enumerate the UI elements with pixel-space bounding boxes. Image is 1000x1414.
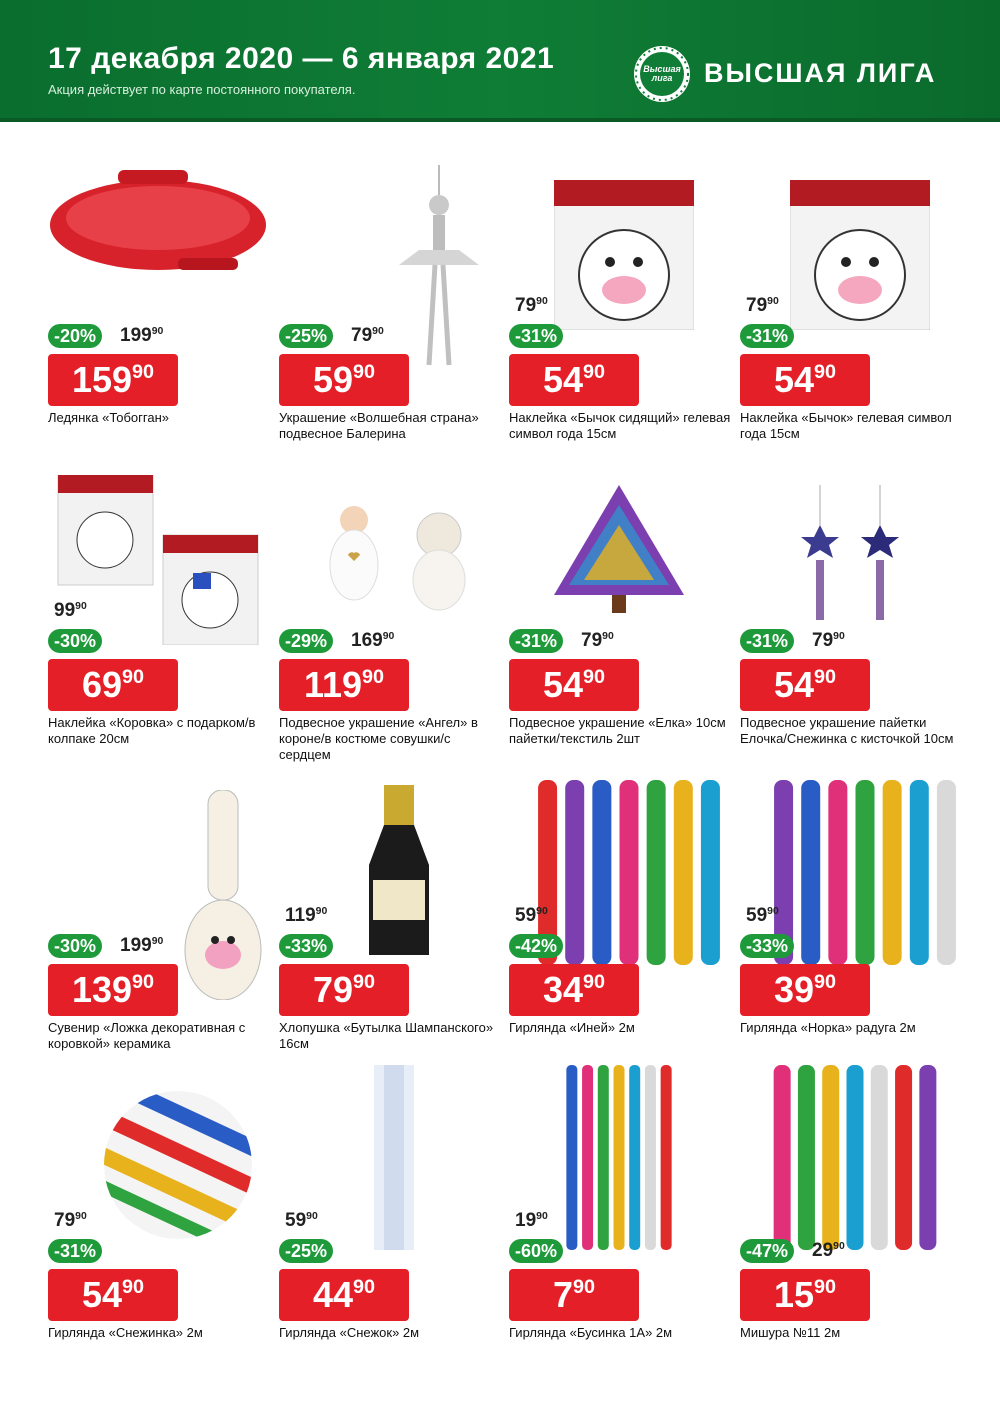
- old-price-dec: 90: [315, 905, 328, 917]
- discount-badge: -25%: [279, 324, 333, 348]
- old-price: [285, 904, 327, 931]
- sale-price: [740, 1269, 870, 1321]
- product-card[interactable]: [740, 1065, 965, 1365]
- sale-price: [740, 354, 870, 406]
- sale-price-dec: 90: [353, 971, 376, 994]
- product-name: Гирлянда «Норка» радуга 2м: [740, 1020, 916, 1035]
- sale-price-dec: 90: [353, 1276, 376, 1299]
- old-price: [54, 599, 87, 626]
- product-card[interactable]: [509, 150, 734, 450]
- sale-price: [740, 659, 870, 711]
- old-price-int: 169: [351, 630, 383, 651]
- old-price-dec: 90: [151, 935, 164, 947]
- discount-badge: -42%: [509, 934, 563, 958]
- old-price-dec: 90: [767, 295, 779, 307]
- red-sled-icon: [48, 140, 268, 295]
- white-tinsel-icon: [359, 1065, 429, 1255]
- sale-price-int: 54: [773, 359, 815, 400]
- product-card[interactable]: [48, 150, 273, 450]
- product-name: Наклейка «Бычок сидящий» гелевая символ года 15см: [509, 410, 731, 441]
- product-card[interactable]: [509, 760, 734, 1060]
- discount-badge: -31%: [509, 629, 563, 653]
- old-price-int: 79: [54, 1210, 76, 1231]
- product-card[interactable]: [279, 1065, 504, 1365]
- sale-price-int: 44: [312, 1274, 354, 1315]
- product-name: Наклейка «Бычок» гелевая символ года 15см: [740, 410, 952, 441]
- discount-badge: -30%: [48, 629, 102, 653]
- sale-price: [279, 964, 409, 1016]
- ballerina-ornament-icon: [379, 165, 499, 380]
- product-name: Подвесное украшение «Елка» 10см пайетки/текстиль 2шт: [509, 715, 726, 746]
- sale-price-int: 139: [71, 969, 133, 1010]
- product-card[interactable]: [48, 1065, 273, 1365]
- product-name: Сувенир «Ложка декоративная с коровкой» керамика: [48, 1020, 246, 1051]
- product-card[interactable]: [509, 455, 734, 755]
- product-card[interactable]: [740, 760, 965, 1060]
- old-price-int: 59: [746, 905, 768, 926]
- sale-price-dec: 90: [132, 971, 155, 994]
- sale-price-dec: 90: [583, 361, 606, 384]
- product-card[interactable]: [279, 455, 504, 762]
- old-price: [812, 1239, 845, 1266]
- sale-price-dec: 90: [814, 1276, 837, 1299]
- sale-price: [48, 964, 178, 1016]
- old-price: [120, 324, 163, 351]
- sale-price: [740, 964, 870, 1016]
- old-price-int: 79: [812, 630, 834, 651]
- sale-price-dec: 90: [362, 666, 385, 689]
- product-name: Мишура №11 2м: [740, 1325, 841, 1340]
- product-name: Гирлянда «Снежинка» 2м: [48, 1325, 203, 1340]
- old-price-dec: 90: [536, 1210, 548, 1222]
- brand-logo: [634, 46, 690, 102]
- sale-price: [509, 1269, 639, 1321]
- product-name: Наклейка «Коровка» с подарком/в колпаке 20см: [48, 715, 256, 746]
- discount-badge: -31%: [740, 629, 794, 653]
- sale-price: [279, 659, 409, 711]
- old-price: [54, 1209, 87, 1236]
- old-price: [351, 324, 384, 351]
- ceramic-spoon-icon: [183, 790, 263, 1005]
- old-price-dec: 90: [602, 630, 614, 642]
- sale-price-int: 79: [312, 969, 354, 1010]
- sale-price-int: 159: [71, 359, 133, 400]
- tinsel-icon: [770, 780, 960, 970]
- old-price: [812, 629, 845, 656]
- discount-badge: -31%: [509, 324, 563, 348]
- product-name: Подвесное украшение пайетки Елочка/Снежинка с кисточкой 10см: [740, 715, 954, 746]
- promo-subtitle: Акция действует по карте постоянного покупателя.: [48, 82, 356, 97]
- discount-badge: -47%: [740, 1239, 794, 1263]
- bead-garland-icon: [564, 1065, 674, 1255]
- champagne-popper-icon: [359, 785, 439, 965]
- product-card[interactable]: [279, 760, 504, 1060]
- sale-price-int: 34: [542, 969, 584, 1010]
- old-price: [120, 934, 163, 961]
- old-price: [515, 1209, 548, 1236]
- old-price-int: 59: [285, 1210, 307, 1231]
- product-card[interactable]: [740, 455, 965, 755]
- product-card[interactable]: [48, 455, 273, 755]
- old-price-dec: 90: [833, 630, 845, 642]
- sale-price-int: 69: [81, 664, 123, 705]
- discount-badge: -60%: [509, 1239, 563, 1263]
- discount-badge: -33%: [740, 934, 794, 958]
- bull-sticker-icon: [790, 180, 930, 335]
- tinsel-round-icon: [103, 1090, 253, 1245]
- sale-price: [48, 354, 178, 406]
- sale-price: [48, 659, 178, 711]
- old-price-dec: 90: [75, 600, 87, 612]
- old-price: [515, 904, 548, 931]
- old-price: [285, 1209, 318, 1236]
- sale-price: [279, 354, 409, 406]
- sale-price-int: 15: [773, 1274, 815, 1315]
- discount-badge: -29%: [279, 629, 333, 653]
- product-name: Хлопушка «Бутылка Шампанского» 16см: [279, 1020, 494, 1051]
- sale-price-dec: 90: [122, 1276, 145, 1299]
- sale-price-dec: 90: [122, 666, 145, 689]
- logo-text: Высшая лига: [640, 52, 684, 96]
- sale-price-int: 54: [542, 359, 584, 400]
- sale-price-dec: 90: [132, 361, 155, 384]
- old-price: [746, 904, 779, 931]
- sequin-star-icon: [795, 485, 905, 630]
- sale-price-dec: 90: [353, 361, 376, 384]
- old-price-int: 59: [515, 905, 537, 926]
- discount-badge: -25%: [279, 1239, 333, 1263]
- product-name: Гирлянда «Снежок» 2м: [279, 1325, 420, 1340]
- sale-price-dec: 90: [814, 361, 837, 384]
- old-price-int: 99: [54, 600, 76, 621]
- product-card[interactable]: [279, 150, 504, 450]
- old-price-int: 29: [812, 1240, 834, 1261]
- sale-price: [509, 659, 639, 711]
- old-price: [581, 629, 614, 656]
- discount-badge: -33%: [279, 934, 333, 958]
- old-price-dec: 90: [833, 1240, 845, 1252]
- old-price-int: 199: [120, 935, 152, 956]
- product-card[interactable]: [509, 1065, 734, 1365]
- old-price-dec: 90: [536, 295, 548, 307]
- sale-price-dec: 90: [583, 971, 606, 994]
- sale-price: [509, 964, 639, 1016]
- product-name: Ледянка «Тобогган»: [48, 410, 169, 425]
- tinsel-icon: [534, 780, 724, 970]
- sale-price-int: 39: [773, 969, 815, 1010]
- promo-dates: 17 декабря 2020 — 6 января 2021: [48, 42, 555, 75]
- discount-badge: -30%: [48, 934, 102, 958]
- sequin-tree-icon: [544, 485, 694, 620]
- sale-price: [509, 354, 639, 406]
- sale-price: [48, 1269, 178, 1321]
- old-price-dec: 90: [767, 905, 779, 917]
- header-banner: [0, 0, 1000, 122]
- old-price-int: 199: [120, 325, 152, 346]
- old-price-dec: 90: [75, 1210, 87, 1222]
- product-name: Украшение «Волшебная страна» подвесное Балерина: [279, 410, 479, 441]
- sale-price-dec: 90: [814, 666, 837, 689]
- sale-price-dec: 90: [573, 1276, 596, 1299]
- sale-price-int: 54: [542, 664, 584, 705]
- old-price-dec: 90: [536, 905, 548, 917]
- tinsel-bunch-icon: [770, 1065, 940, 1255]
- product-card[interactable]: [48, 760, 273, 1060]
- angel-ornament-icon: [309, 495, 489, 640]
- product-name: Подвесное украшение «Ангел» в короне/в костюме совушки/с сердцем: [279, 715, 478, 762]
- old-price-dec: 90: [151, 325, 164, 337]
- sale-price-int: 7: [552, 1274, 573, 1315]
- product-name: Гирлянда «Иней» 2м: [509, 1020, 635, 1035]
- old-price-dec: 90: [382, 630, 395, 642]
- discount-badge: -20%: [48, 324, 102, 348]
- old-price-int: 79: [515, 295, 537, 316]
- old-price-int: 79: [581, 630, 603, 651]
- sale-price-int: 59: [312, 359, 354, 400]
- old-price: [515, 294, 548, 321]
- sale-price: [279, 1269, 409, 1321]
- brand-name: ВЫСШАЯ ЛИГА: [704, 58, 937, 88]
- sale-price-int: 54: [81, 1274, 123, 1315]
- old-price-int: 19: [515, 1210, 537, 1231]
- old-price-int: 79: [351, 325, 373, 346]
- product-name: Гирлянда «Бусинка 1А» 2м: [509, 1325, 673, 1340]
- sale-price-dec: 90: [814, 971, 837, 994]
- discount-badge: -31%: [48, 1239, 102, 1263]
- old-price-int: 119: [285, 905, 316, 926]
- discount-badge: -31%: [740, 324, 794, 348]
- header-divider: [0, 118, 1000, 122]
- sale-price-int: 54: [773, 664, 815, 705]
- sale-price-int: 119: [303, 664, 363, 705]
- old-price-dec: 90: [306, 1210, 318, 1222]
- old-price-int: 79: [746, 295, 768, 316]
- old-price-dec: 90: [372, 325, 384, 337]
- sale-price-dec: 90: [583, 666, 606, 689]
- old-price: [351, 629, 394, 656]
- product-card[interactable]: [740, 150, 965, 450]
- old-price: [746, 294, 779, 321]
- bull-sticker-icon: [554, 180, 694, 335]
